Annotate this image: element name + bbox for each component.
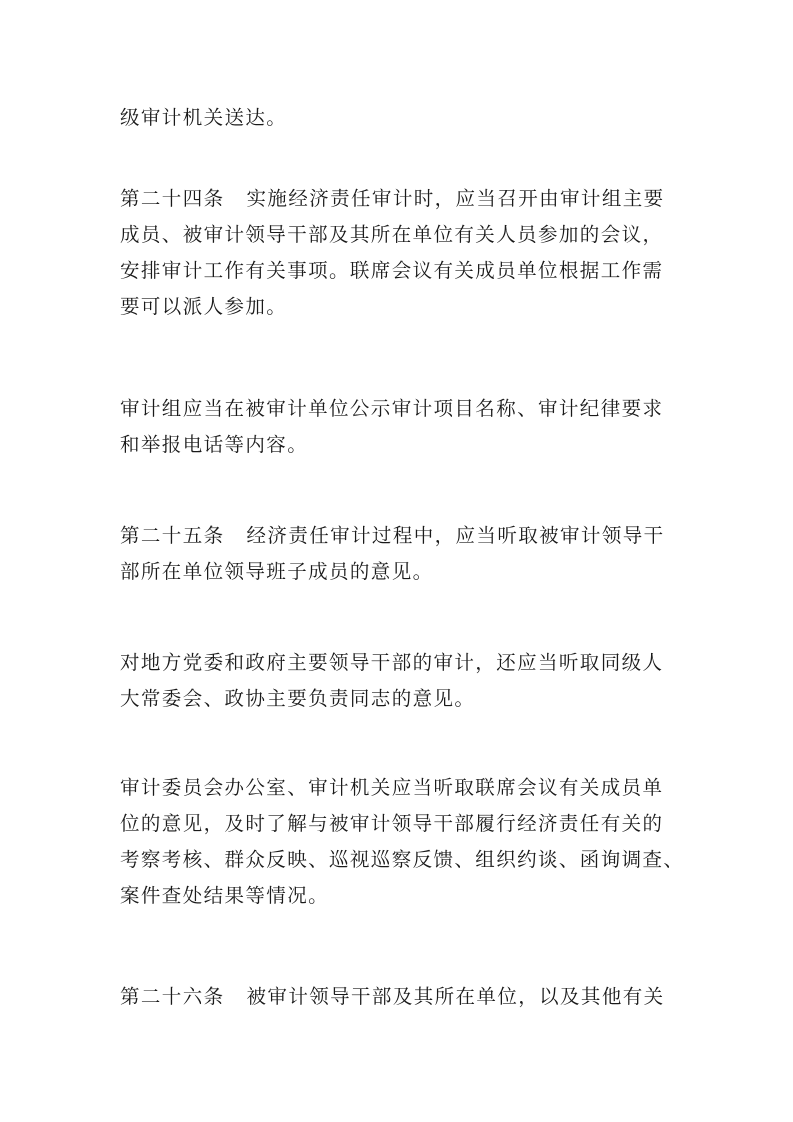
paragraph-audit-team-notice [120, 391, 680, 463]
text-line: 部所在单位领导班子成员的意见。 [120, 560, 434, 583]
article-24 [120, 181, 680, 325]
text-line: 审计组应当在被审计单位公示审计项目名称、审计纪律要求 [120, 397, 664, 420]
text-line: 大常委会、政协主要负责同志的意见。 [120, 687, 476, 710]
text-line: 第二十六条 被审计领导干部及其所在单位，以及其他有关 [120, 985, 665, 1008]
paragraph-continuation [120, 100, 680, 136]
article-26 [120, 979, 680, 1015]
text-line: 安排审计工作有关事项。联席会议有关成员单位根据工作需 [120, 259, 664, 282]
text-line: 和举报电话等内容。 [120, 433, 309, 456]
article-number: 第二十六条 [120, 985, 225, 1008]
text-line: 第二十四条 实施经济责任审计时，应当召开由审计组主要 [120, 187, 665, 210]
text-line: 审计委员会办公室、审计机关应当听取联席会议有关成员单 [120, 776, 664, 799]
text-line: 考察考核、群众反映、巡视巡察反馈、组织约谈、函询调查、 [120, 848, 685, 871]
text-line: 案件查处结果等情况。 [120, 884, 330, 907]
article-number: 第二十四条 [120, 187, 225, 210]
text-line: 第二十五条 经济责任审计过程中，应当听取被审计领导干 [120, 524, 665, 547]
text-line: 成员、被审计领导干部及其所在单位有关人员参加的会议， [120, 223, 664, 246]
paragraph-audit-committee-office [120, 770, 685, 914]
text-line: 位的意见，及时了解与被审计领导干部履行经济责任有关的 [120, 812, 664, 835]
paragraph-local-leaders [120, 645, 680, 717]
text-line: 级审计机关送达。 [120, 106, 288, 129]
text-line: 要可以派人参加。 [120, 295, 288, 318]
article-25 [120, 518, 680, 590]
text-line: 对地方党委和政府主要领导干部的审计，还应当听取同级人 [120, 651, 664, 674]
article-number: 第二十五条 [120, 524, 225, 547]
